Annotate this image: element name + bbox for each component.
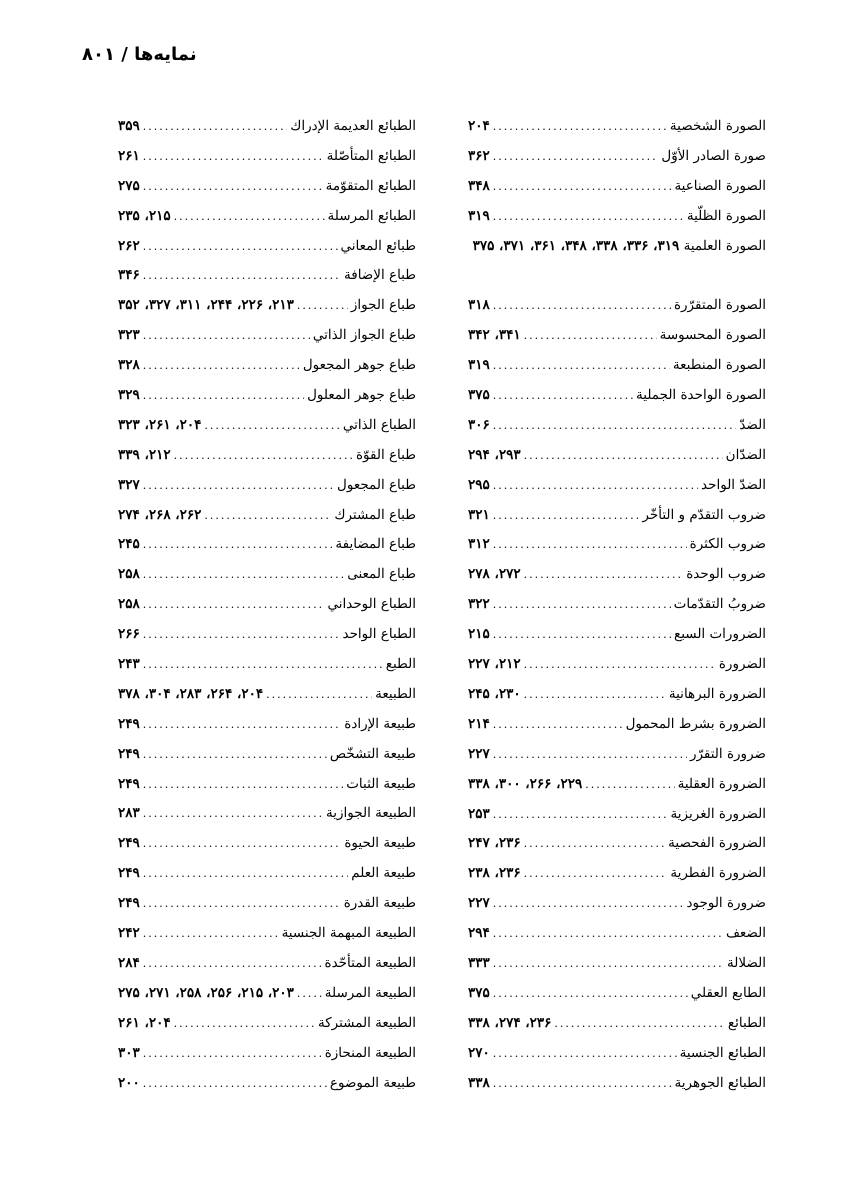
dot-leader	[143, 1039, 322, 1069]
index-entry	[468, 202, 766, 232]
index-term: الضدّان	[725, 446, 766, 463]
index-term: الطبع	[385, 656, 416, 673]
index-page-numbers: ۲۰۴	[468, 118, 490, 134]
index-term: الطبائع	[727, 1014, 766, 1031]
index-entry	[468, 411, 766, 441]
index-term: الطبائع المتقوّمة	[325, 177, 416, 194]
index-entry	[118, 859, 416, 889]
dot-leader	[493, 800, 668, 830]
index-term: طباع جوهر المعلول	[307, 387, 416, 404]
index-page-numbers: ۳۴۸	[468, 177, 490, 194]
index-entry	[468, 710, 766, 740]
index-entry	[118, 381, 416, 411]
dot-leader	[493, 202, 684, 232]
index-term: طبائع المعاني	[340, 237, 416, 254]
index-page-numbers: ۲۳۰، ۲۴۵	[468, 685, 521, 702]
index-entry	[118, 321, 416, 351]
index-entry	[118, 620, 416, 650]
dot-leader	[493, 381, 633, 411]
dot-leader	[143, 232, 338, 262]
index-page-numbers: ۳۷۵	[468, 984, 490, 1001]
index-page-numbers: ۲۲۷	[468, 745, 490, 762]
index-entry	[118, 680, 416, 710]
index-entry	[118, 770, 416, 800]
index-page-numbers: ۳۱۹	[468, 207, 490, 224]
dot-leader	[143, 740, 327, 770]
index-term: الطبيعة الجوازية	[326, 805, 416, 822]
index-page-numbers: ۲۲۹، ۲۶۶، ۳۰۰، ۳۳۸	[468, 775, 583, 792]
index-entry	[118, 799, 416, 829]
index-page-numbers: ۳۵۹	[118, 118, 140, 134]
index-term: الصورة الظلّية	[686, 207, 766, 224]
index-entry	[468, 919, 766, 949]
page-header: نمايه‌ها / ۸۰۱	[82, 44, 197, 65]
index-entry	[118, 740, 416, 770]
index-term: الضرورة العقلية	[677, 775, 766, 792]
index-term: طباع المشترك	[334, 506, 416, 523]
dot-leader	[524, 859, 668, 889]
index-entry	[468, 1069, 766, 1099]
index-page-numbers: ۲۲۷	[468, 895, 490, 912]
dot-leader	[143, 261, 341, 291]
index-page-numbers: ۲۴۹	[118, 715, 140, 732]
dot-leader	[585, 770, 674, 800]
dot-leader	[143, 471, 334, 501]
index-page-numbers: ۲۱۲، ۲۲۷	[468, 656, 521, 673]
index-term: طبيعة القدرة	[343, 895, 416, 912]
dot-leader	[143, 770, 343, 800]
dot-leader	[524, 680, 666, 710]
index-term: الضرورة بشرط المحمول	[625, 715, 766, 732]
index-term: الضرورة الغريزية	[670, 805, 766, 822]
index-entry	[468, 889, 766, 919]
dot-leader	[493, 919, 723, 949]
index-entry	[118, 1009, 416, 1039]
index-page-numbers: ۳۲۳	[118, 327, 140, 344]
index-page-numbers: ۲۳۶، ۲۷۴، ۳۳۸	[468, 1014, 552, 1031]
index-entry	[468, 949, 766, 979]
index-term: الصورة المتقرّرة	[673, 297, 766, 314]
index-term: الطابع العقلي	[690, 984, 766, 1001]
index-page-numbers: ۲۹۵	[468, 476, 490, 493]
index-column-right	[468, 112, 766, 1098]
index-entry	[118, 441, 416, 471]
index-page-numbers: ۲۴۲	[118, 925, 140, 942]
index-term: الصورة الواحدة الجملية	[636, 387, 766, 404]
dot-leader	[143, 829, 342, 859]
dot-leader	[493, 949, 724, 979]
index-term: طباع الجواز الذاتي	[312, 327, 416, 344]
index-page-numbers: ۲۴۹	[118, 835, 140, 852]
index-term: الضرورة البرهانية	[668, 685, 766, 702]
index-entry	[468, 650, 766, 680]
index-term: طبيعة التشخّص	[329, 745, 416, 762]
index-term: طباع المضايفة	[335, 536, 416, 553]
index-page-numbers: ۲۸۴	[118, 954, 140, 971]
index-entry	[468, 501, 766, 531]
dot-leader	[143, 321, 310, 351]
index-page-numbers: ۲۴۹	[118, 895, 140, 912]
index-page-numbers: ۲۵۸	[118, 566, 140, 583]
dot-leader	[493, 351, 670, 381]
index-page-numbers: ۳۱۸	[468, 297, 490, 314]
index-page-numbers: ۲۹۳، ۲۹۴	[468, 446, 521, 463]
dot-leader	[493, 620, 671, 650]
index-page-numbers: ۳۶۲	[468, 147, 490, 164]
index-page-numbers: ۲۰۰	[118, 1074, 140, 1091]
index-page-numbers: ۲۱۵	[468, 626, 490, 643]
dot-leader	[493, 172, 672, 202]
index-page-numbers: ۲۴۹	[118, 775, 140, 792]
dot-leader	[493, 740, 687, 770]
index-page-numbers: ۲۰۴، ۲۶۱	[118, 1014, 171, 1031]
index-page-numbers: ۲۴۹	[118, 865, 140, 882]
index-term: الطبيعة المنحازة	[324, 1044, 416, 1061]
index-entry	[118, 590, 416, 620]
dot-leader	[266, 680, 372, 710]
index-term: الطبائع المتأصّلة	[326, 147, 416, 164]
index-entry	[468, 1039, 766, 1069]
dot-leader	[143, 560, 344, 590]
dot-leader	[524, 560, 684, 590]
index-term: طبيعة الإرادة	[344, 715, 416, 732]
index-entry	[468, 1009, 766, 1039]
index-entry	[118, 919, 416, 949]
index-page-numbers: ۲۱۳، ۲۲۶، ۲۴۴، ۳۱۱، ۳۲۷، ۳۵۲	[118, 297, 294, 314]
dot-leader	[143, 172, 323, 202]
index-page-numbers: ۳۲۹	[118, 387, 140, 404]
index-entry	[118, 411, 416, 441]
index-entry	[118, 949, 416, 979]
dot-leader	[143, 590, 325, 620]
dot-leader	[143, 351, 300, 381]
index-term: طباع الإضافة	[344, 267, 416, 284]
index-entry	[468, 321, 766, 351]
index-entry	[468, 232, 766, 292]
dot-leader	[204, 411, 339, 441]
dot-leader	[143, 799, 323, 829]
index-entry	[468, 590, 766, 620]
index-page-numbers: ۲۷۵	[118, 177, 140, 194]
index-entry	[118, 979, 416, 1009]
index-term: طباع المعنى	[347, 566, 416, 583]
index-entry	[468, 381, 766, 411]
dot-leader	[493, 142, 659, 172]
index-term: صورة الصادر الأوّل	[661, 147, 766, 164]
index-entry	[468, 620, 766, 650]
index-column-left	[118, 112, 416, 1098]
index-page-numbers: ۳۴۱، ۳۴۲	[468, 327, 521, 344]
index-entry	[118, 530, 416, 560]
dot-leader	[493, 501, 640, 531]
index-entry	[468, 112, 766, 142]
index-term: ضروبُ التقدّمات	[673, 596, 766, 613]
index-term: الصورة المنطبعة	[672, 357, 766, 374]
index-term: الطبيعة	[375, 685, 416, 702]
dot-leader	[143, 1069, 327, 1099]
index-page-numbers: ۲۶۲	[118, 237, 140, 254]
index-entry	[118, 351, 416, 381]
dot-leader	[493, 291, 671, 321]
index-entry	[118, 202, 416, 232]
index-term: الطباع الوحداني	[327, 596, 416, 613]
index-term: الضدّ الواحد	[701, 476, 766, 493]
index-term: طبيعة العلم	[351, 865, 416, 882]
index-entry	[468, 740, 766, 770]
index-term: الضرورة	[718, 656, 766, 673]
index-term: ضرورة الوجود	[686, 895, 766, 912]
index-page-numbers: ۳۷۵	[468, 387, 490, 404]
dot-leader	[524, 829, 666, 859]
dot-leader	[143, 650, 383, 680]
index-page-numbers: ۲۰۴، ۲۶۱، ۳۲۳	[118, 416, 202, 433]
index-term: الضرورات السبع	[674, 626, 766, 643]
index-term: ضروب الكثرة	[689, 536, 766, 553]
index-page-numbers: ۳۰۶	[468, 416, 490, 433]
index-entry	[118, 889, 416, 919]
index-entry	[118, 710, 416, 740]
dot-leader	[554, 1009, 725, 1039]
dot-leader	[143, 142, 324, 172]
index-entry	[468, 770, 766, 800]
index-term: طبيعة الثبات	[346, 775, 416, 792]
index-page-numbers: ۲۱۵، ۲۳۵	[118, 207, 171, 224]
index-term: الطبائع الجنسية	[679, 1044, 766, 1061]
index-entry	[118, 291, 416, 321]
index-page-numbers: ۳۱۲	[468, 536, 490, 553]
index-entry	[118, 232, 416, 262]
index-page-numbers: ۳۴۶	[118, 267, 140, 284]
index-entry	[118, 1069, 416, 1099]
index-entry	[468, 829, 766, 859]
dot-leader	[174, 441, 353, 471]
index-term: الصورة الصناعية	[674, 177, 766, 194]
index-entry	[468, 680, 766, 710]
dot-leader	[143, 530, 333, 560]
index-page-numbers: ۳۲۷	[118, 476, 140, 493]
index-term: الضدّ	[739, 416, 766, 433]
dot-leader	[143, 889, 341, 919]
index-entry	[118, 172, 416, 202]
index-term: الطبائع الجوهرية	[674, 1074, 766, 1091]
index-term: الصورة الشخصية	[669, 118, 766, 134]
index-page-numbers: ۲۱۴	[468, 715, 490, 732]
dot-leader	[493, 979, 688, 1009]
dot-leader	[493, 1069, 672, 1099]
index-term: الضرورة الفحصية	[668, 835, 766, 852]
index-term: طباع الجواز	[350, 297, 416, 314]
index-term: طبيعة الموضوع	[329, 1074, 416, 1091]
index-page-numbers: ۲۵۳	[468, 805, 490, 822]
index-entry	[118, 501, 416, 531]
index-entry	[468, 172, 766, 202]
dot-leader	[493, 1039, 677, 1069]
index-page-numbers: ۲۳۶، ۲۴۷	[468, 835, 521, 852]
index-entry	[468, 560, 766, 590]
index-entry	[468, 800, 766, 830]
index-entry	[118, 112, 416, 142]
dot-leader	[143, 112, 287, 142]
index-term: الطبيعة المشتركة	[317, 1014, 416, 1031]
index-page-numbers: ۳۲۲	[468, 596, 490, 613]
index-page-numbers: ۲۶۱	[118, 147, 140, 164]
dot-leader	[524, 441, 723, 471]
index-page-numbers: ۲۴۳	[118, 656, 140, 673]
dot-leader	[174, 1009, 315, 1039]
index-entry	[118, 471, 416, 501]
dot-leader	[493, 471, 698, 501]
index-page-numbers: ۳۱۹	[468, 357, 490, 374]
index-term: الضرورة الفطرية	[670, 865, 766, 882]
index-page-numbers: ۳۱۹، ۳۳۶، ۳۳۸، ۳۴۸، ۳۶۱، ۳۷۱، ۳۷۵	[472, 237, 680, 254]
index-entry	[118, 829, 416, 859]
dot-leader	[143, 949, 322, 979]
index-page-numbers: ۲۹۴	[468, 925, 490, 942]
index-entry	[118, 560, 416, 590]
dot-leader	[143, 381, 304, 411]
index-term: ضرورة التقرّر	[689, 745, 766, 762]
index-page-numbers: ۲۰۳، ۲۱۵، ۲۵۶، ۲۵۸، ۲۷۱، ۲۷۵	[118, 984, 294, 1001]
index-entry	[468, 291, 766, 321]
index-term: الطبيعة المبهمة الجنسية	[281, 925, 416, 942]
dot-leader	[143, 620, 340, 650]
dot-leader	[174, 202, 325, 232]
index-term: الصورة العلمية	[683, 237, 766, 254]
index-entry	[468, 441, 766, 471]
index-entry	[118, 142, 416, 172]
index-term: الضعف	[725, 925, 766, 942]
dot-leader	[297, 291, 348, 321]
dot-leader	[143, 710, 341, 740]
dot-leader	[493, 112, 667, 142]
index-entry	[468, 979, 766, 1009]
index-term: طباع المجعول	[337, 476, 416, 493]
index-page-numbers: ۳۳۳	[468, 954, 490, 971]
index-term: الطبائع العديمة الإدراك	[290, 118, 416, 134]
index-term: الطبيعة المتأحّدة	[324, 954, 416, 971]
index-term: ضروب الوحدة	[686, 566, 766, 583]
index-term: طباع جوهر المجعول	[302, 357, 416, 374]
index-term: الطباع الذاتي	[342, 416, 416, 433]
index-term: طبيعة الحيوة	[344, 835, 416, 852]
dot-leader	[493, 889, 684, 919]
index-term: طباع القوّة	[355, 446, 416, 463]
index-term: الصورة المحسوسة	[659, 327, 766, 344]
index-page-numbers: ۳۰۳	[118, 1044, 140, 1061]
index-page-numbers: ۲۰۴، ۲۶۴، ۲۸۳، ۳۰۴، ۳۷۸	[118, 685, 264, 702]
index-term: الطباع الواحد	[342, 626, 416, 643]
index-term: الطبائع المرسلة	[327, 207, 416, 224]
index-page-numbers: ۲۱۲، ۳۳۹	[118, 446, 171, 463]
dot-leader	[493, 530, 687, 560]
dot-leader	[493, 590, 671, 620]
index-entry	[118, 261, 416, 291]
index-page-numbers: ۳۲۱	[468, 506, 490, 523]
dot-leader	[204, 501, 331, 531]
index-page-numbers: ۳۲۸	[118, 357, 140, 374]
index-page-numbers: ۲۵۸	[118, 596, 140, 613]
index-page-numbers: ۲۳۶، ۲۳۸	[468, 865, 521, 882]
index-entry	[468, 530, 766, 560]
index-entry	[468, 859, 766, 889]
dot-leader	[524, 650, 716, 680]
dot-leader	[143, 919, 279, 949]
index-entry	[468, 471, 766, 501]
dot-leader	[493, 710, 623, 740]
index-entry	[468, 142, 766, 172]
index-page-numbers: ۲۸۳	[118, 805, 140, 822]
index-term: الضلالة	[727, 954, 766, 971]
index-page-numbers: ۲۷۲، ۲۷۸	[468, 566, 521, 583]
index-entry	[118, 1039, 416, 1069]
index-entry	[118, 650, 416, 680]
dot-leader	[297, 979, 322, 1009]
dot-leader	[493, 411, 737, 441]
index-term: ضروب التقدّم و التأخّر	[642, 506, 766, 523]
index-entry	[468, 351, 766, 381]
index-page-numbers: ۲۶۶	[118, 626, 140, 643]
index-page-numbers: ۲۴۹	[118, 745, 140, 762]
index-page-numbers: ۳۳۸	[468, 1074, 490, 1091]
index-page-numbers: ۲۶۲، ۲۶۸، ۲۷۴	[118, 506, 202, 523]
dot-leader	[143, 859, 348, 889]
index-page-numbers: ۲۴۵	[118, 536, 140, 553]
index-page-numbers: ۲۷۰	[468, 1044, 490, 1061]
index-term: الطبيعة المرسلة	[324, 984, 416, 1001]
dot-leader	[524, 321, 657, 351]
